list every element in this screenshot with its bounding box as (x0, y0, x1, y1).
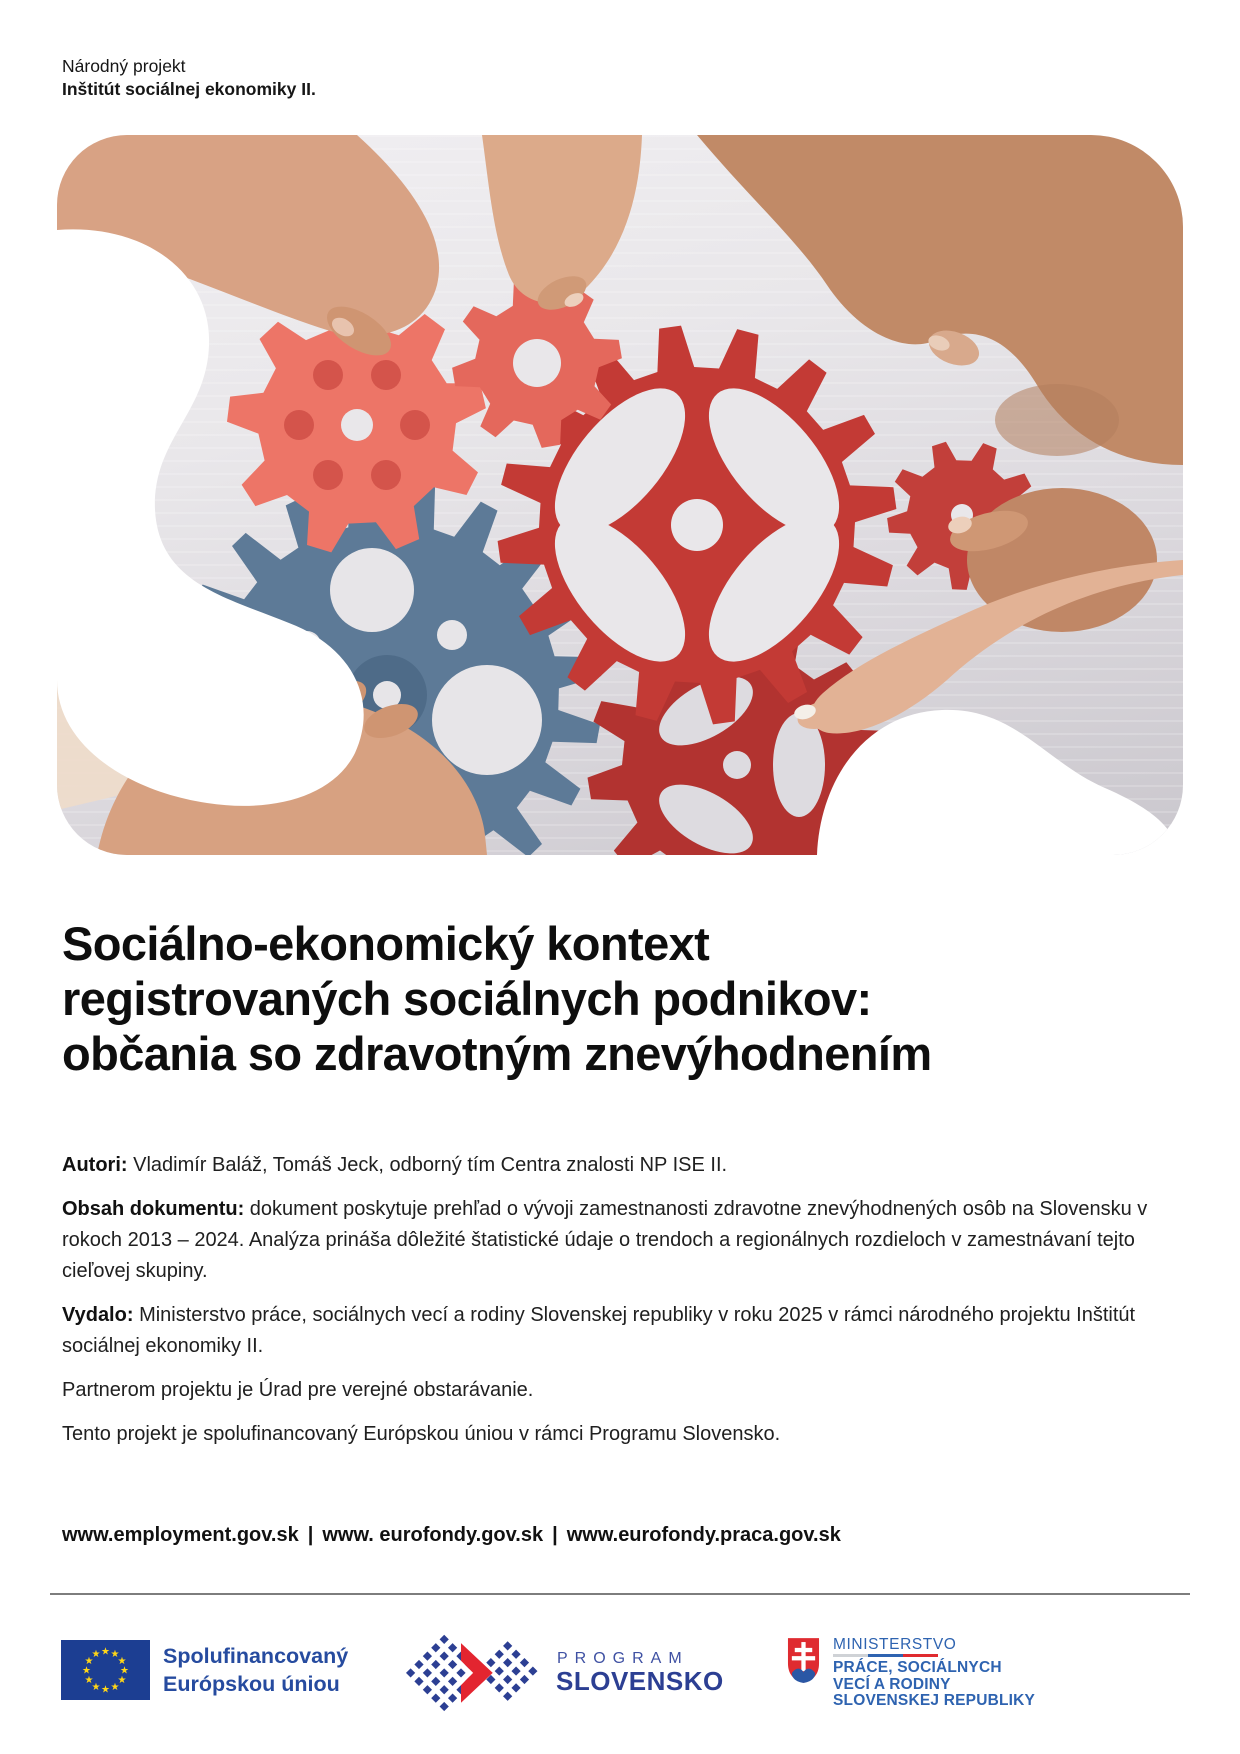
link-eurofondy-praca: www.eurofondy.praca.gov.sk (566, 1524, 841, 1546)
slovak-coat-of-arms-icon (787, 1637, 820, 1684)
program-red-arrow (461, 1643, 493, 1703)
eu-cofunded-line1: Spolufinancovaný (163, 1644, 349, 1668)
ministry-name-line2: PRÁCE, SOCIÁLNYCH (833, 1659, 1002, 1676)
svg-text:★: ★ (117, 1655, 127, 1667)
abstract-value: dokument poskytuje prehľad o vývoji zamestnanosti zdravotne znevýhodnených osôb na Slovensku v rokoch 2013 – 2024. Analýza prináša dôležité štatistické údaje o trendoch a regionálnych rozdieloch v zamestnávaní tejto cieľovej skupiny. (62, 1198, 1148, 1282)
title-line-1: Sociálno-ekonomický kontext (62, 917, 710, 970)
publisher-paragraph (62, 1300, 1186, 1362)
program-slovensko-icon (404, 1630, 546, 1714)
eu-cofunded-label (163, 1642, 348, 1698)
ministry-name-line4: SLOVENSKEJ REPUBLIKY (833, 1692, 1036, 1709)
link-employment: www.employment.gov.sk (62, 1524, 299, 1546)
funding-paragraph: Tento projekt je spolufinancovaný Európskou úniou v rámci Programu Slovensko. (62, 1423, 781, 1445)
svg-text:★: ★ (82, 1665, 91, 1677)
ministry-name-line3: VECÍ A RODINY (833, 1675, 951, 1693)
link-separator: | (552, 1524, 558, 1546)
svg-text:★: ★ (110, 1648, 120, 1660)
header-block (62, 55, 316, 101)
project-kicker: Národný projekt (62, 56, 186, 76)
svg-text:★: ★ (84, 1655, 94, 1667)
authors-value: Vladimír Baláž, Tomáš Jeck, odborný tím Centra znalosti NP ISE II. (133, 1154, 728, 1176)
footer-divider (50, 1593, 1190, 1595)
publisher-label: Vydalo: (62, 1304, 134, 1326)
ministry-label: MINISTERSTVO (833, 1636, 957, 1653)
svg-text:★: ★ (101, 1646, 110, 1658)
program-label: PROGRAM (557, 1650, 689, 1667)
svg-text:★: ★ (101, 1684, 110, 1696)
eu-cofunded-line2: Európskou úniou (163, 1672, 340, 1696)
websites-line (62, 1524, 841, 1547)
authors-paragraph (62, 1150, 1186, 1181)
link-separator: | (307, 1524, 314, 1546)
gears-photo-illustration (57, 135, 1183, 855)
project-name: Inštitút sociálnej ekonomiky II. (62, 79, 316, 99)
abstract-paragraph (62, 1194, 1186, 1287)
partner-paragraph: Partnerom projektu je Úrad pre verejné obstarávanie. (62, 1379, 534, 1401)
ministry-tricolor-rule (833, 1654, 938, 1657)
svg-text:★: ★ (91, 1681, 101, 1693)
cover-photo (57, 135, 1183, 855)
title-line-2: registrovaných sociálnych podnikov: (62, 972, 872, 1025)
eu-flag-icon (61, 1640, 150, 1700)
svg-text:★: ★ (91, 1648, 101, 1660)
svg-text:★: ★ (84, 1674, 94, 1686)
slovensko-label: SLOVENSKO (556, 1666, 724, 1696)
title-line-3: občania so zdravotným znevýhodnením (62, 1027, 932, 1080)
publisher-value: Ministerstvo práce, sociálnych vecí a rodiny Slovenskej republiky v roku 2025 v rámci národného projektu Inštitút sociálnej ekonomiky II. (62, 1304, 1136, 1357)
page-title (62, 916, 1192, 1081)
authors-label: Autori: (62, 1154, 128, 1176)
svg-text:★: ★ (117, 1674, 127, 1686)
body-text (62, 1150, 1186, 1463)
svg-text:★: ★ (110, 1681, 120, 1693)
svg-text:★: ★ (120, 1665, 129, 1677)
abstract-label: Obsah dokumentu: (62, 1198, 245, 1220)
ministry-name-block (833, 1660, 1035, 1710)
link-eurofondy: www. eurofondy.gov.sk (322, 1524, 544, 1546)
